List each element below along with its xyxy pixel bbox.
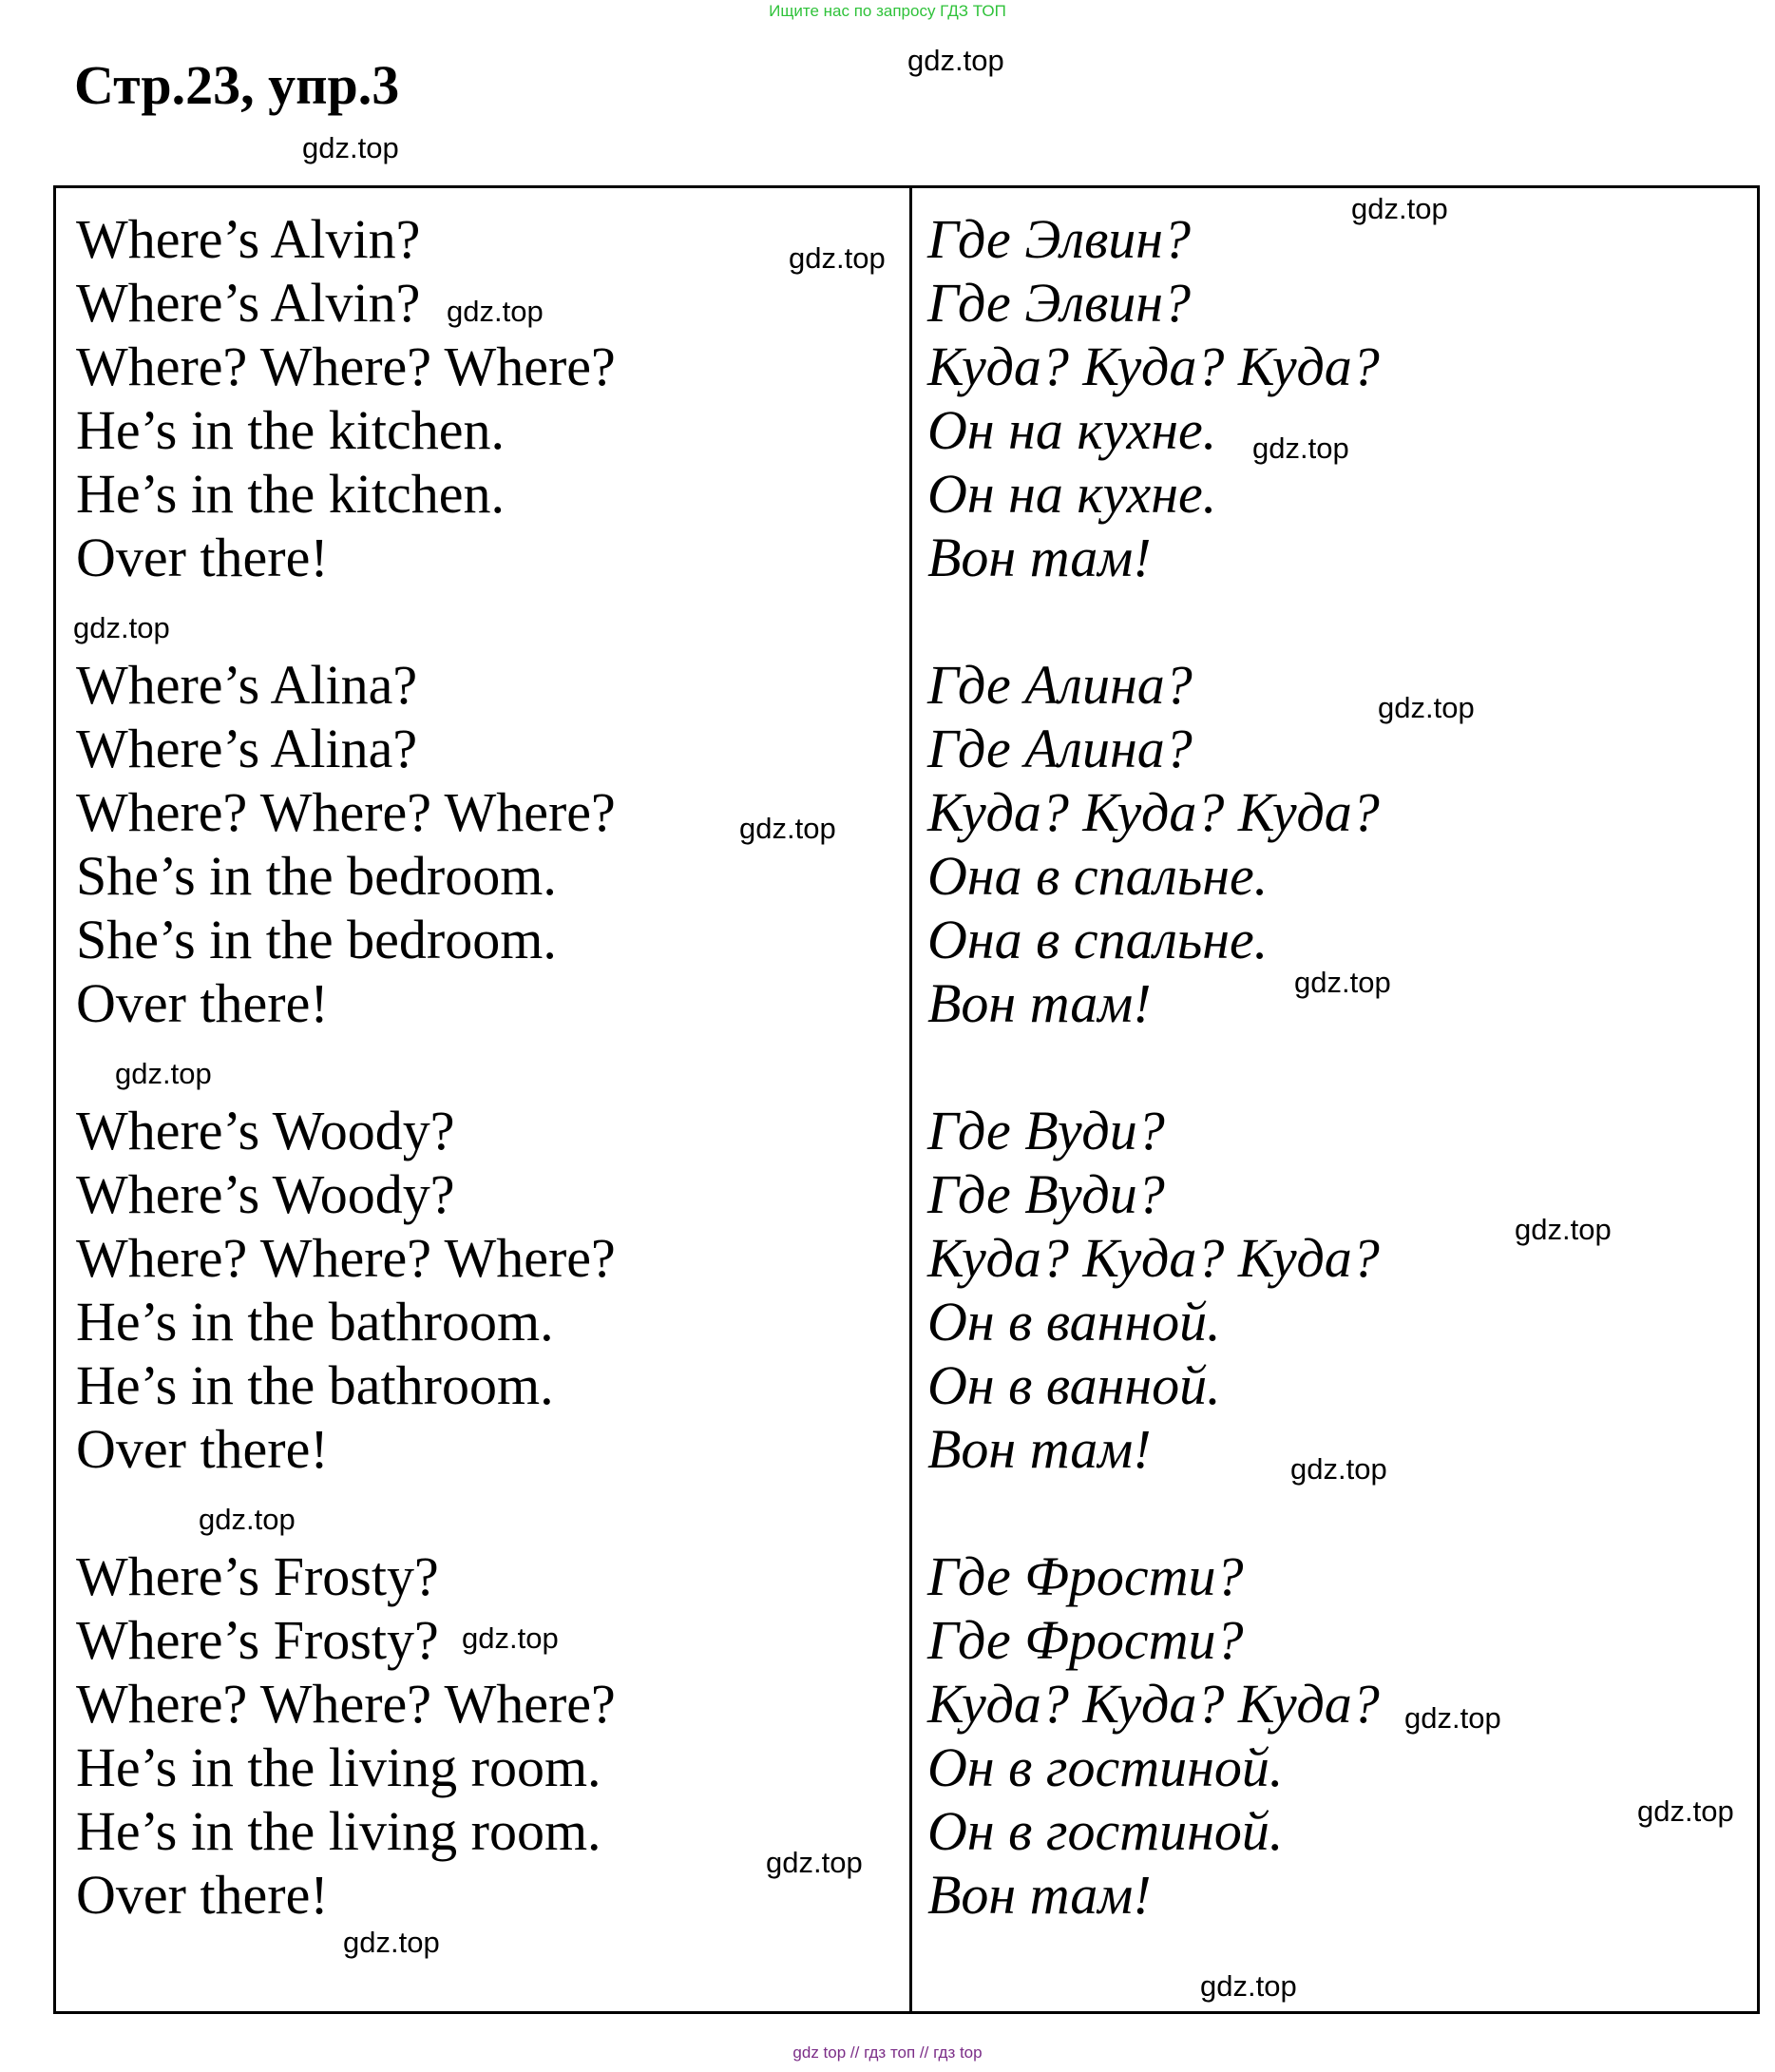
poem-table	[53, 185, 1760, 2014]
stanza-en-3	[76, 1099, 616, 1481]
poem-line-en: He’s in the kitchen.	[76, 463, 506, 525]
poem-line-en: Where? Where? Where?	[76, 1673, 616, 1735]
poem-line-ru: Он в гостиной.	[927, 1736, 1284, 1798]
watermark: gdz.top	[447, 295, 544, 328]
watermark: gdz.top	[766, 1846, 863, 1879]
poem-line-en: Over there!	[76, 1418, 329, 1480]
poem-line-en: Where? Where? Where?	[76, 1227, 616, 1289]
watermark: gdz.top	[462, 1621, 559, 1655]
watermark: gdz.top	[789, 241, 886, 275]
poem-line-en: Over there!	[76, 972, 329, 1034]
poem-line-ru: Где Фрости?	[927, 1545, 1244, 1607]
watermark: gdz.top	[115, 1057, 212, 1090]
poem-line-ru: Куда? Куда? Куда?	[927, 1227, 1380, 1289]
poem-line-ru: Где Фрости?	[927, 1609, 1244, 1671]
stanza-en-1	[76, 207, 616, 589]
stanza-en-2	[76, 653, 616, 1035]
stanza-en-4	[76, 1544, 616, 1927]
poem-line-ru: Где Вуди?	[927, 1100, 1165, 1161]
poem-line-ru: Куда? Куда? Куда?	[927, 781, 1380, 843]
poem-line-ru: Вон там!	[927, 1864, 1152, 1926]
watermark: gdz.top	[1515, 1213, 1612, 1246]
watermark: gdz.top	[1252, 432, 1349, 465]
poem-line-en: He’s in the bathroom.	[76, 1291, 554, 1353]
poem-line-ru: Он на кухне.	[927, 399, 1217, 461]
watermark: gdz.top	[1294, 966, 1391, 999]
poem-line-ru: Где Вуди?	[927, 1163, 1165, 1225]
watermark: gdz.top	[199, 1503, 296, 1536]
poem-line-en: Over there!	[76, 527, 329, 588]
poem-line-ru: Она в спальне.	[927, 845, 1269, 907]
poem-line-ru: Она в спальне.	[927, 909, 1269, 970]
poem-line-en: Where? Where? Where?	[76, 781, 616, 843]
stanza-ru-4	[927, 1544, 1380, 1927]
poem-line-en: He’s in the kitchen.	[76, 399, 506, 461]
poem-line-ru: Где Элвин?	[927, 208, 1192, 270]
poem-line-ru: Вон там!	[927, 527, 1152, 588]
poem-line-ru: Он в гостиной.	[927, 1800, 1284, 1862]
poem-line-ru: Вон там!	[927, 1418, 1152, 1480]
page-title: Стр.23, упр.3	[74, 54, 400, 116]
russian-column	[927, 207, 1380, 1990]
poem-line-en: Where’s Alvin?	[76, 208, 421, 270]
poem-line-ru: Он в ванной.	[927, 1291, 1221, 1353]
poem-line-en: Where? Where? Where?	[76, 336, 616, 397]
watermark: gdz.top	[1351, 192, 1448, 225]
watermark: gdz.top	[1290, 1452, 1387, 1486]
poem-line-en: Where’s Woody?	[76, 1163, 455, 1225]
poem-line-en: She’s in the bedroom.	[76, 845, 557, 907]
poem-line-ru: Он на кухне.	[927, 463, 1217, 525]
watermark: gdz.top	[1378, 691, 1475, 724]
watermark: gdz.top	[302, 131, 399, 164]
watermark: gdz.top	[343, 1926, 440, 1959]
poem-line-en: Where’s Woody?	[76, 1100, 455, 1161]
watermark: gdz.top	[1404, 1701, 1501, 1735]
watermark: gdz.top	[907, 44, 1004, 77]
poem-line-en: Where’s Alina?	[76, 718, 418, 779]
poem-line-ru: Где Алина?	[927, 654, 1193, 716]
column-divider	[909, 188, 912, 2011]
poem-line-ru: Где Алина?	[927, 718, 1193, 779]
watermark: gdz.top	[1200, 1969, 1297, 2003]
watermark: gdz.top	[739, 812, 836, 845]
poem-line-ru: Куда? Куда? Куда?	[927, 1673, 1380, 1735]
poem-line-ru: Вон там!	[927, 972, 1152, 1034]
stanza-ru-1	[927, 207, 1380, 589]
watermark: gdz.top	[1637, 1794, 1734, 1828]
poem-line-ru: Он в ванной.	[927, 1354, 1221, 1416]
poem-line-en: Where’s Frosty?	[76, 1609, 439, 1671]
poem-line-ru: Где Элвин?	[927, 272, 1192, 334]
poem-line-en: He’s in the living room.	[76, 1800, 601, 1862]
watermark: gdz.top	[73, 611, 170, 644]
poem-line-en: He’s in the bathroom.	[76, 1354, 554, 1416]
english-column	[76, 207, 616, 1990]
poem-line-en: Over there!	[76, 1864, 329, 1926]
poem-line-en: Where’s Frosty?	[76, 1545, 439, 1607]
poem-line-en: He’s in the living room.	[76, 1736, 601, 1798]
stanza-ru-3	[927, 1099, 1380, 1481]
poem-line-en: She’s in the bedroom.	[76, 909, 557, 970]
footer: gdz top // гдз топ // гдз top	[792, 2043, 983, 2062]
poem-line-en: Where’s Alina?	[76, 654, 418, 716]
poem-line-ru: Куда? Куда? Куда?	[927, 336, 1380, 397]
top-banner: Ищите нас по запросу ГДЗ ТОП	[769, 2, 1006, 20]
poem-line-en: Where’s Alvin?	[76, 272, 421, 334]
